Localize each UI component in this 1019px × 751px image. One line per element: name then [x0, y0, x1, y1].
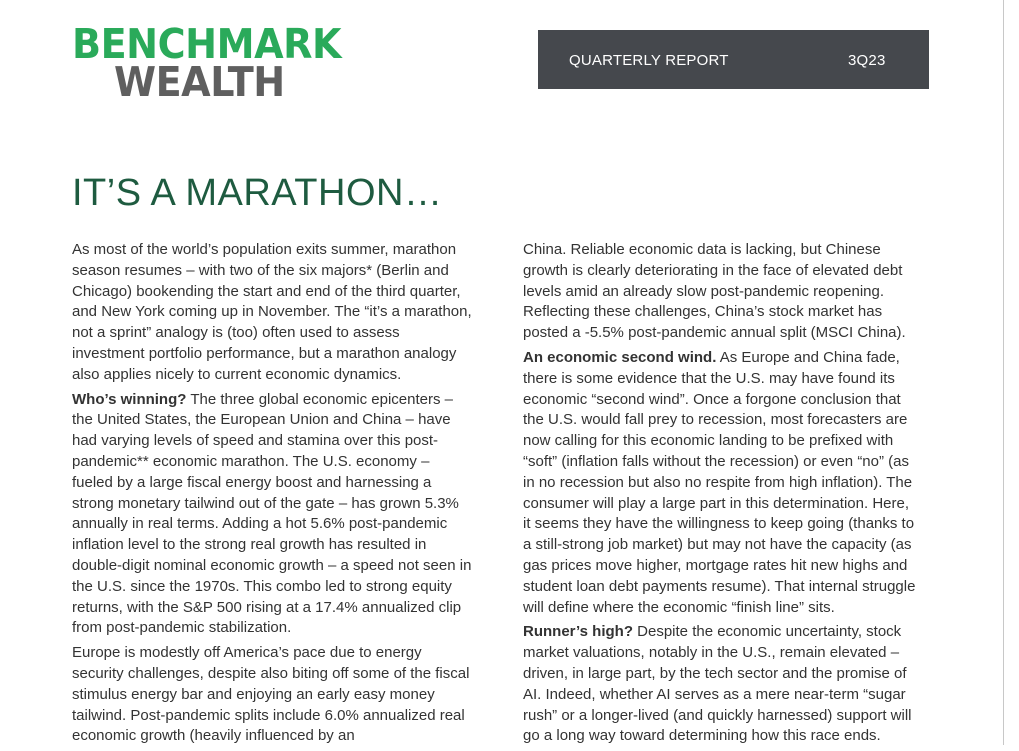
- page-edge: [1003, 0, 1004, 745]
- logo-line-2: WEALTH: [114, 58, 285, 106]
- left-column: [72, 240, 472, 751]
- page-title: IT’S A MARATHON…: [72, 172, 443, 214]
- runners-high-body: Despite the economic uncertainty, stock market valuations, notably in the U.S., remain elevated – driven, in large part, by the tech sector and the promise of AI. Indeed, whether AI serves as a mere near-term “sugar rush” or a longer-lived (and quickly harnessed) support will go a long way toward determining how this race ends.: [523, 623, 912, 745]
- whos-winning-heading: Who’s winning?: [72, 390, 187, 408]
- benchmark-wealth-logo: [72, 20, 361, 106]
- left-paragraph-3: Europe is modestly off America’s pace due to energy security challenges, despite also biting off some of the fiscal stimulus energy bar and enjoying an early easy money tailwind. Post-pandemic splits include 6.0% annualized real economic growth (heavily influenced by an: [72, 644, 470, 745]
- logo-line-1: BENCHMARK: [72, 20, 342, 68]
- left-paragraph-2: [72, 390, 472, 640]
- right-column: [523, 240, 918, 751]
- report-banner: [538, 30, 929, 89]
- report-quarter: 3Q23: [848, 52, 886, 69]
- whos-winning-body: The three global economic epicenters – the United States, the European Union and China – have had varying levels of speed and stamina over this post-pandemic** economic marathon. The U.S. economy – fueled by a large fiscal energy boost and harnessing a strong monetary tailwind out of the gate – has grown 5.3% annually in real terms. Adding a hot 5.6% post-pandemic inflation level to the strong real growth has resulted in double-digit nominal economic growth – a speed not seen in the U.S. since the 1970s. This combo led to strong equity returns, with the S&P 500 rising at a 17.4% annualized clip from post-pandemic stabilization.: [72, 390, 472, 637]
- second-wind-body: As Europe and China fade, there is some evidence that the U.S. may have found its economic “second wind”. Once a forgone conclusion that the U.S. would fall prey to recession, most forecasters are now calling for this economic landing to be prefixed with “soft” (inflation falls without the recession) or even “no” (as in no recession but also no respite from high inflation). The consumer will play a large part in this determination. Here, it seems they have the willingness to keep going (thanks to a still-strong job market) but may not have the capacity (as gas prices move higher, mortgage rates hit new highs and student loan debt payments resume). That internal struggle will define where the economic “finish line” sits.: [523, 348, 916, 616]
- right-paragraph-3: [523, 622, 918, 747]
- second-wind-heading: An economic second wind.: [523, 348, 717, 366]
- right-paragraph-2: [523, 348, 918, 618]
- right-paragraph-1: China. Reliable economic data is lacking, but Chinese growth is clearly deteriorating in the face of elevated debt levels amid an already slow post-pandemic reopening. Reflecting these challenges, China’s stock market has posted a -5.5% post-pandemic annual split (MSCI China).: [523, 241, 906, 342]
- left-paragraph-1: As most of the world’s population exits summer, marathon season resumes – with two of the six majors* (Berlin and Chicago) bookending the start and end of the third quarter, and New York coming up in November. The “it’s a marathon, not a sprint” analogy is (too) often used to assess investment portfolio performance, but a marathon analogy also applies nicely to current economic dynamics.: [72, 241, 472, 383]
- runners-high-heading: Runner’s high?: [523, 623, 633, 641]
- report-label: QUARTERLY REPORT: [569, 52, 729, 69]
